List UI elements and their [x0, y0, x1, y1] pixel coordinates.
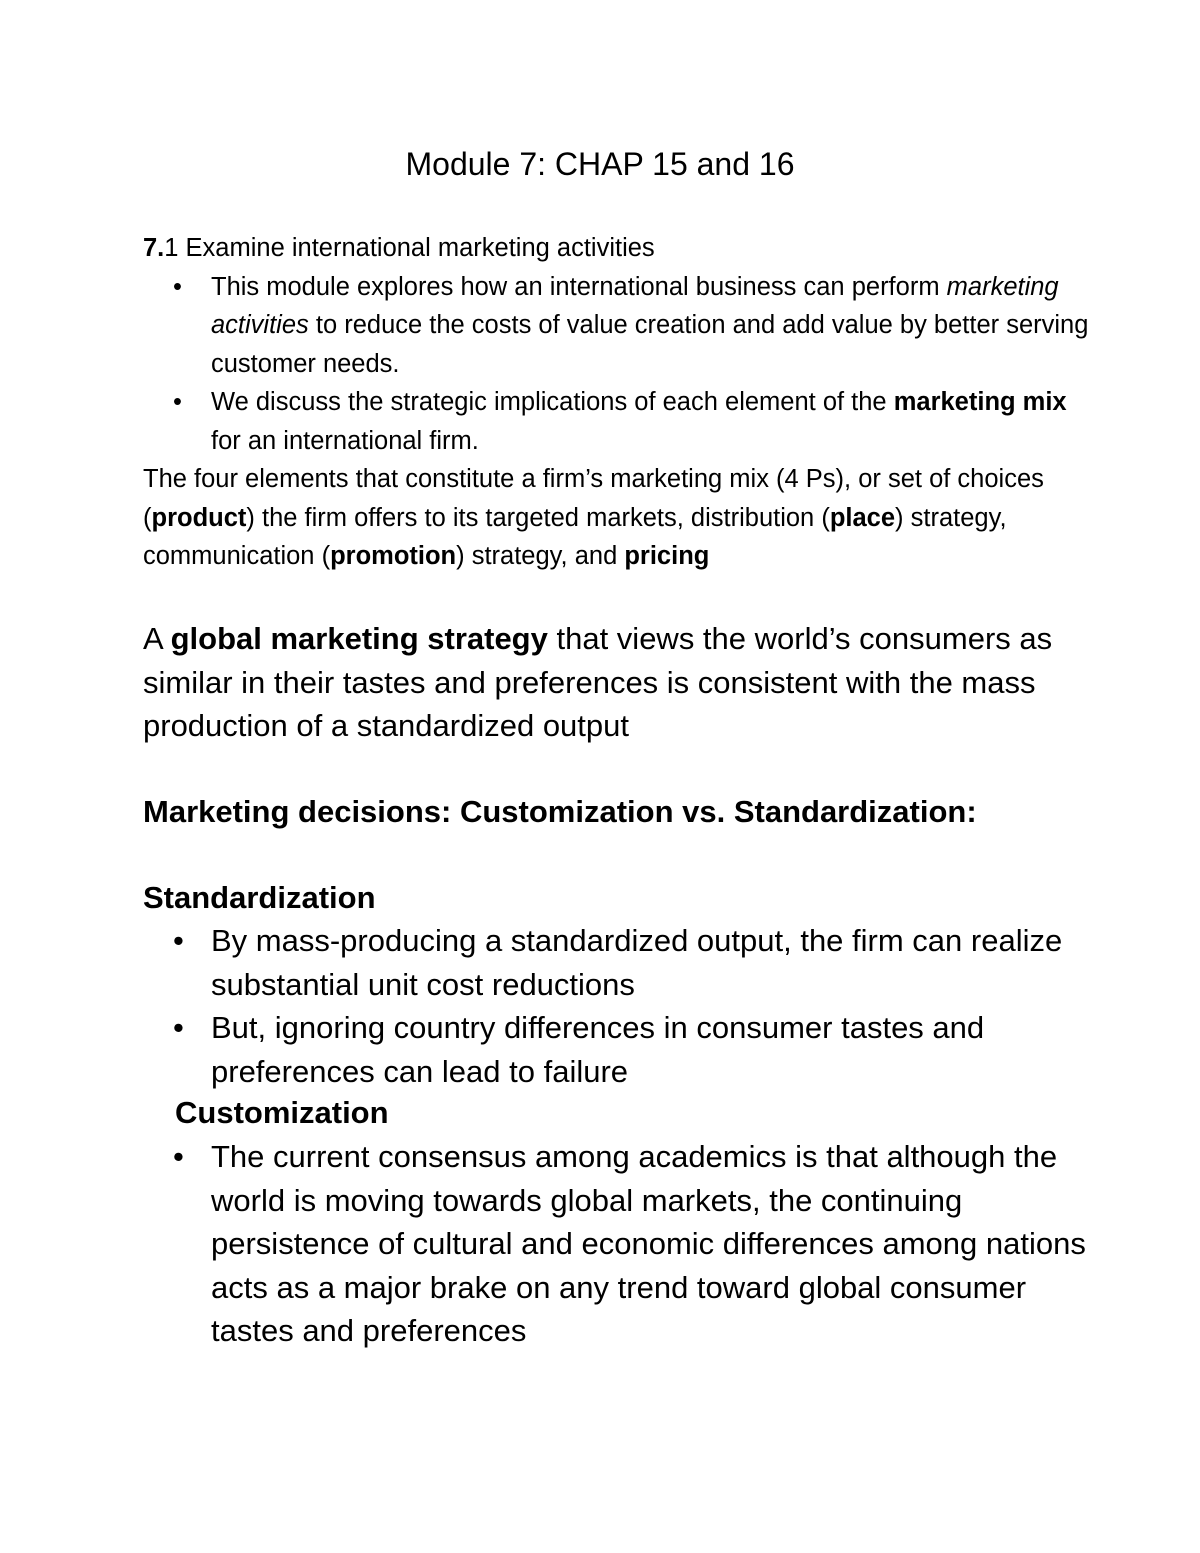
bold-term: product	[151, 503, 247, 532]
bullet-text: for an international firm.	[211, 426, 479, 455]
heading-text: 1 Examine international marketing activities	[164, 234, 655, 262]
paragraph-text: ) strategy, and	[456, 542, 625, 570]
bullet-text: By mass-producing a standardized output, the firm can realize substantial unit cost reductions	[211, 923, 1063, 1002]
italic-term: marketing activities	[211, 272, 1059, 339]
list-item	[143, 1006, 1103, 1093]
heading-number: 7.	[143, 234, 165, 262]
customization-bullet-list	[143, 1135, 1103, 1353]
global-strategy-paragraph	[143, 617, 1103, 748]
list-item	[143, 1135, 1103, 1353]
bold-term: place	[829, 503, 896, 532]
paragraph-text: that views the world’s consumers as similar in their tastes and preferences is consistent with the mass production of a standardized output	[143, 621, 1053, 743]
section-international-marketing	[143, 229, 1103, 576]
bullet-text: But, ignoring country differences in consumer tastes and preferences can lead to failure	[211, 1010, 985, 1089]
bold-term: promotion	[330, 542, 457, 570]
list-item	[143, 268, 1103, 384]
decisions-heading: Marketing decisions: Customization vs. Standardization:	[143, 794, 977, 829]
customization-section	[143, 1135, 1103, 1353]
bullet-icon: •	[173, 1139, 184, 1174]
standardization-heading: Standardization	[143, 880, 376, 915]
bullet-text: to reduce the costs of value creation and add value by better serving customer needs.	[211, 311, 1089, 378]
bullet-icon: •	[173, 272, 182, 301]
bullet-text: The current consensus among academics is that although the world is moving towards global markets, the continuing persistence of cultural and economic differences among nations acts as a major brake on any trend toward global consumer tastes and preferences	[211, 1139, 1086, 1348]
section1-bullet-list	[143, 268, 1103, 461]
customization-heading: Customization	[175, 1095, 389, 1130]
bold-term: global marketing strategy	[170, 621, 548, 656]
section-heading	[143, 229, 1103, 268]
bullet-text: This module explores how an international business can perform	[211, 272, 940, 301]
standardization-bullet-list	[143, 919, 1103, 1093]
bullet-text: We discuss the strategic implications of each element of the	[211, 388, 887, 416]
page-title: Module 7: CHAP 15 and 16	[405, 146, 795, 182]
four-ps-paragraph	[143, 460, 1103, 576]
paragraph-text: ) the firm offers to its targeted markets, distribution (	[246, 503, 830, 532]
paragraph-text: ) strategy, communication (	[143, 503, 1007, 570]
list-item	[143, 383, 1103, 460]
bullet-icon: •	[173, 1010, 184, 1045]
bullet-icon: •	[173, 923, 184, 958]
standardization-section	[143, 919, 1103, 1093]
paragraph-text: The four elements that constitute a firm’s marketing mix (4 Ps), or set of choices (	[143, 465, 1044, 532]
list-item	[143, 919, 1103, 1006]
bullet-icon: •	[173, 388, 182, 416]
bold-term: marketing mix	[893, 388, 1067, 416]
paragraph-text: A	[143, 621, 171, 656]
bold-term: pricing	[624, 542, 710, 570]
